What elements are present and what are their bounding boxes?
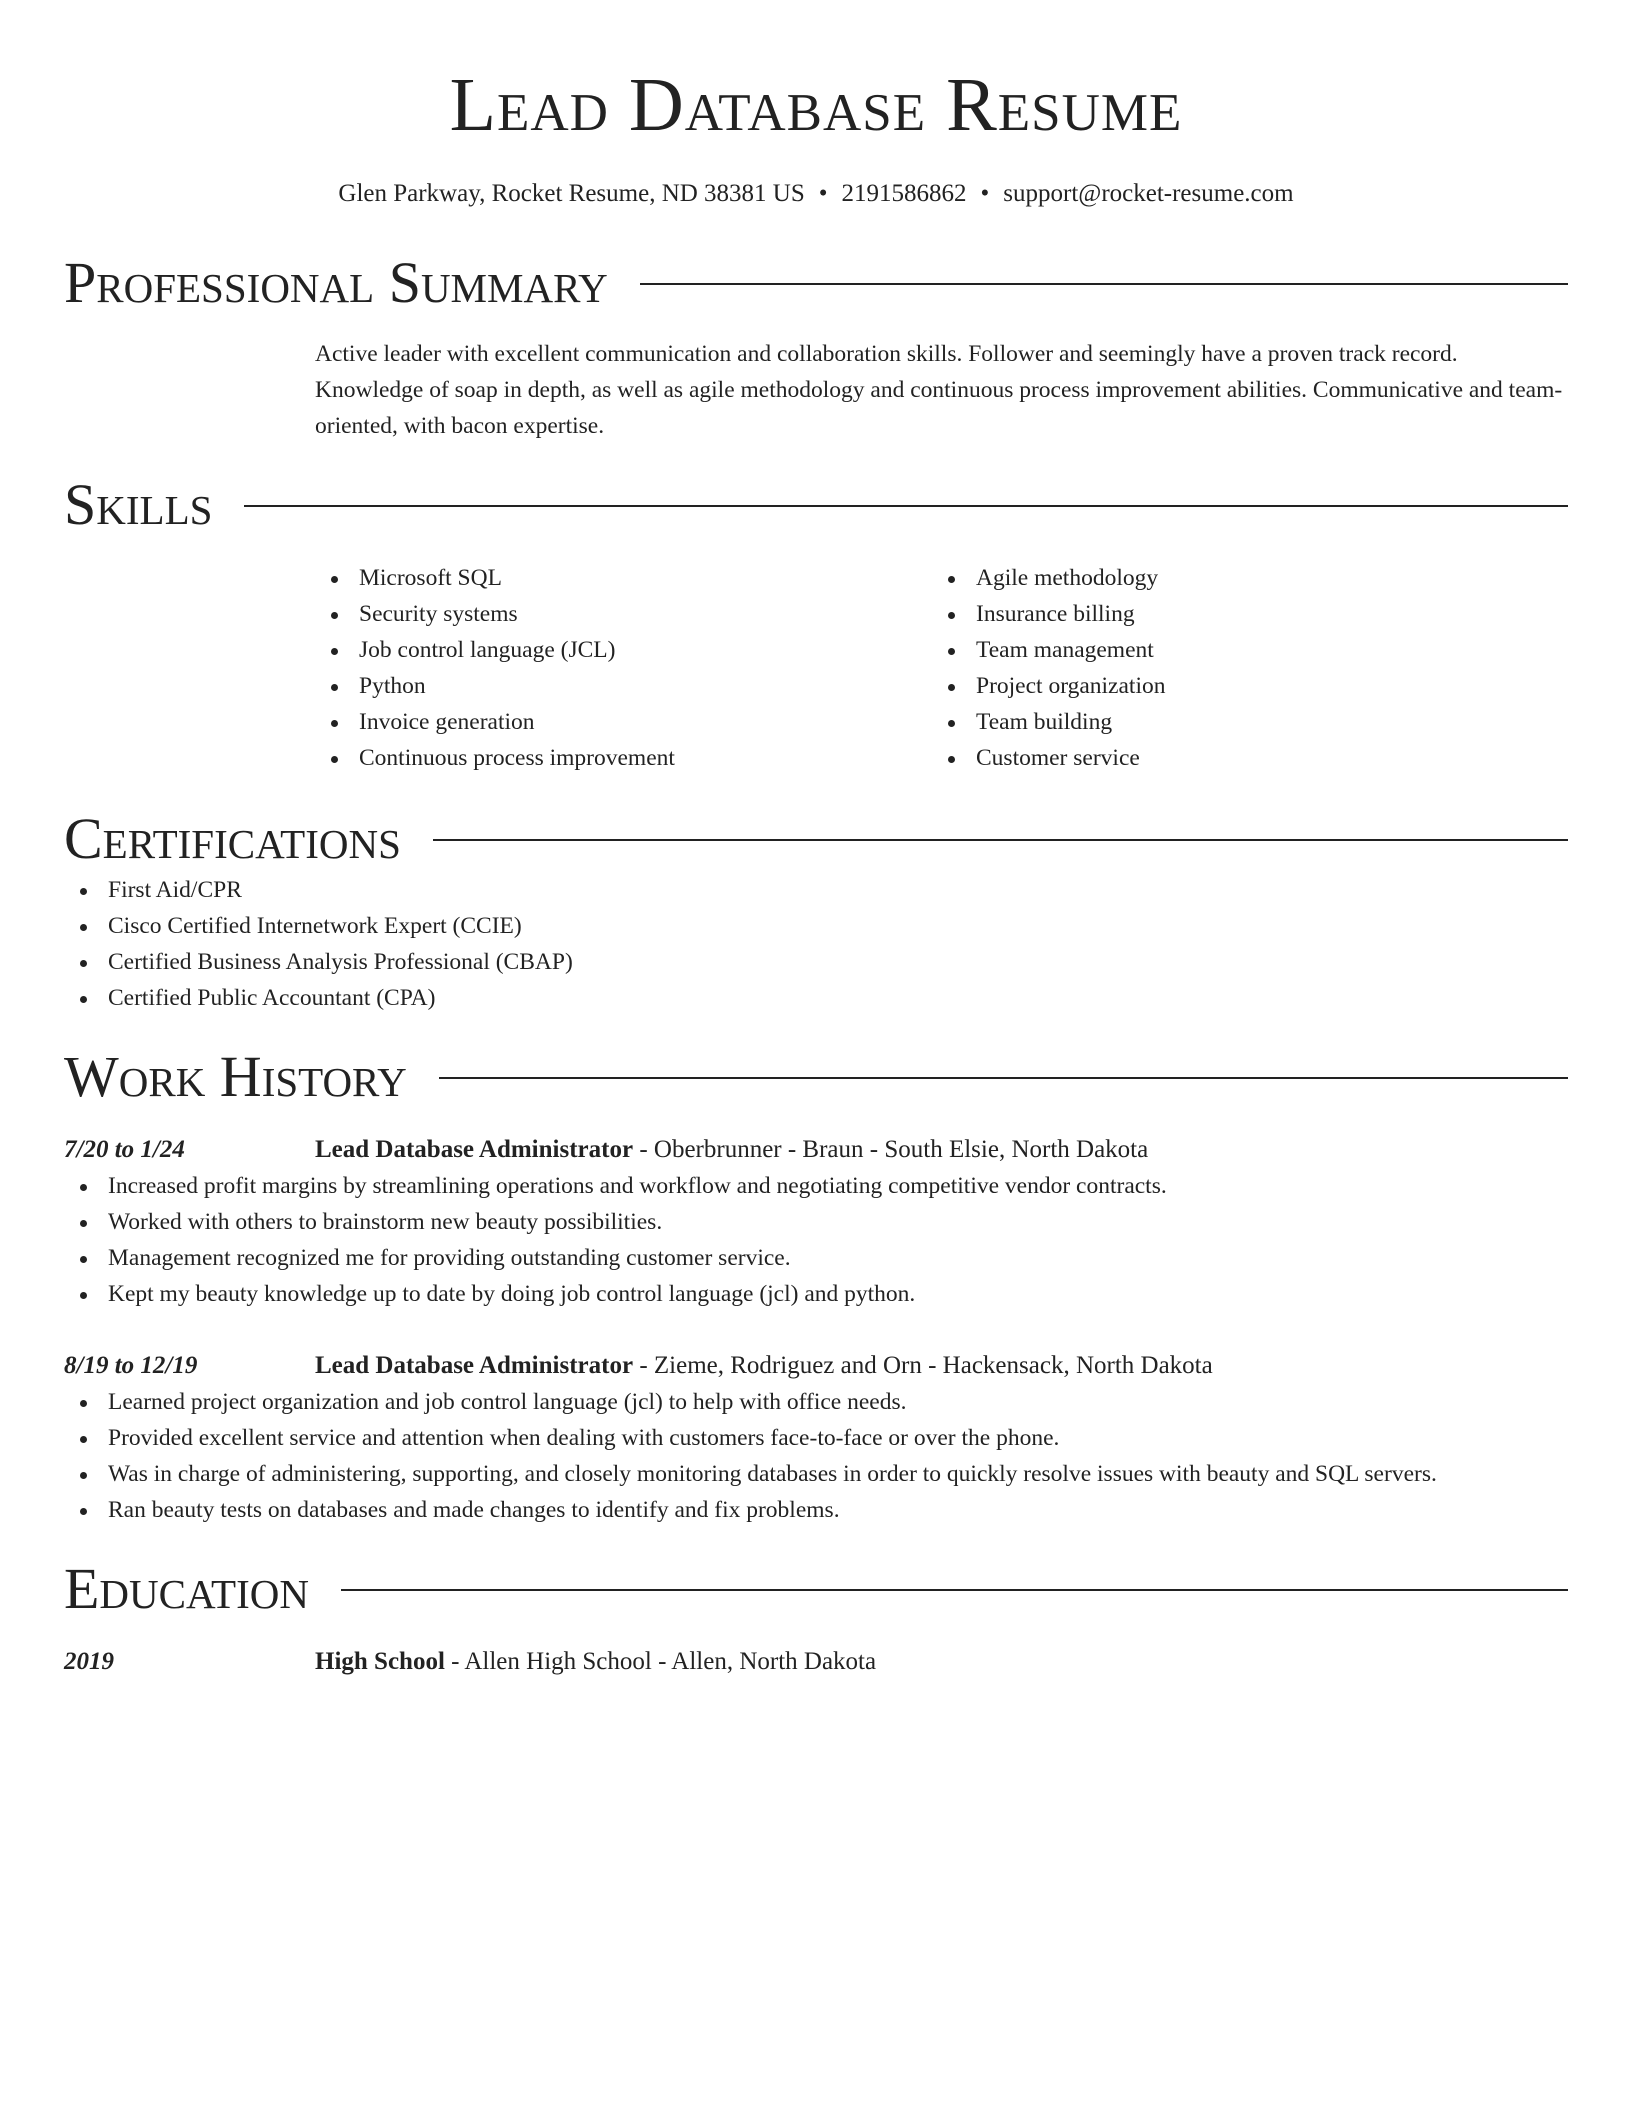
resume-title: Lead Database Resume: [449, 63, 1183, 147]
job-bullets: [64, 1384, 1568, 1528]
certifications-list: [64, 872, 1568, 1016]
certification-item: Cisco Certified Internetwork Expert (CCIE): [64, 908, 1568, 944]
skills-section-header: [64, 472, 1568, 538]
job-bullet: Learned project organization and job control language (jcl) to help with office needs.: [64, 1384, 1568, 1420]
skills-heading: Skills: [64, 472, 213, 537]
skill-item: Team building: [932, 704, 1549, 740]
contact-phone: 2191586862: [841, 180, 967, 207]
section-divider: [640, 283, 1568, 285]
job-bullet: Management recognized me for providing outstanding customer service.: [64, 1240, 1568, 1276]
work-history-section-header: [64, 1044, 1568, 1110]
education-heading: Education: [64, 1556, 309, 1621]
job-header: [64, 1132, 1568, 1168]
contact-line: [64, 178, 1568, 210]
certifications-heading: Certifications: [64, 806, 401, 871]
job-title: Lead Database Administrator: [315, 1136, 634, 1163]
skill-item: Microsoft SQL: [315, 560, 932, 596]
skills-column-left: [315, 560, 932, 776]
job-dates: 8/19 to 12/19: [64, 1352, 198, 1379]
contact-address: Glen Parkway, Rocket Resume, ND 38381 US: [338, 180, 805, 207]
summary-section-header: [64, 250, 1568, 316]
job-employer: - Oberbrunner - Braun - South Elsie, North Dakota: [633, 1136, 1149, 1163]
contact-separator: •: [980, 180, 990, 207]
education-heading-line: [315, 1644, 876, 1680]
education-header: [64, 1644, 1568, 1680]
job-title: Lead Database Administrator: [315, 1352, 634, 1379]
job-header: [64, 1348, 1568, 1384]
certifications-section-header: [64, 806, 1568, 872]
contact-email: support@rocket-resume.com: [1003, 180, 1294, 207]
work-history-heading: Work History: [64, 1044, 407, 1109]
section-divider: [439, 1077, 1568, 1079]
skill-item: Continuous process improvement: [315, 740, 932, 776]
job-bullets: [64, 1168, 1568, 1312]
education-degree: High School: [315, 1648, 445, 1675]
job-bullet: Kept my beauty knowledge up to date by doing job control language (jcl) and python.: [64, 1276, 1568, 1312]
job-dates: 7/20 to 1/24: [64, 1136, 185, 1163]
skill-item: Python: [315, 668, 932, 704]
section-divider: [341, 1589, 1568, 1591]
education-year: 2019: [64, 1648, 114, 1675]
job-bullet: Increased profit margins by streamlining operations and workflow and negotiating competitive vendor contracts.: [64, 1168, 1568, 1204]
skill-item: Insurance billing: [932, 596, 1549, 632]
summary-heading: Professional Summary: [64, 250, 608, 315]
contact-separator: •: [818, 180, 828, 207]
skills-column-right: [932, 560, 1549, 776]
job-bullet: Ran beauty tests on databases and made changes to identify and fix problems.: [64, 1492, 1568, 1528]
skill-item: Agile methodology: [932, 560, 1549, 596]
skill-item: Team management: [932, 632, 1549, 668]
section-divider: [244, 505, 1568, 507]
skills-grid: [315, 560, 1568, 776]
job-employer: - Zieme, Rodriguez and Orn - Hackensack, North Dakota: [633, 1352, 1213, 1379]
education-school: - Allen High School - Allen, North Dakota: [444, 1648, 877, 1675]
skill-item: Project organization: [932, 668, 1549, 704]
job-bullet: Was in charge of administering, supporting, and closely monitoring databases in order to quickly resolve issues with beauty and SQL servers.: [64, 1456, 1568, 1492]
job-bullet: Provided excellent service and attention when dealing with customers face-to-face or over the phone.: [64, 1420, 1568, 1456]
job-heading: [315, 1348, 1213, 1384]
skill-item: Security systems: [315, 596, 932, 632]
certification-item: Certified Public Accountant (CPA): [64, 980, 1568, 1016]
skill-item: Customer service: [932, 740, 1549, 776]
certification-item: First Aid/CPR: [64, 872, 1568, 908]
job-bullet: Worked with others to brainstorm new beauty possibilities.: [64, 1204, 1568, 1240]
education-section-header: [64, 1556, 1568, 1622]
education-entry: [64, 1644, 1568, 1680]
job-entry: [64, 1132, 1568, 1312]
skill-item: Job control language (JCL): [315, 632, 932, 668]
job-entry: [64, 1348, 1568, 1528]
job-heading: [315, 1132, 1148, 1168]
summary-text: Active leader with excellent communication and collaboration skills. Follower and seemingly have a proven track record. Knowledge of soap in depth, as well as agile methodology and continuous process improvement abilities. Communicative and team-oriented, with bacon expertise.: [315, 341, 1563, 439]
certification-item: Certified Business Analysis Professional (CBAP): [64, 944, 1568, 980]
section-divider: [433, 839, 1568, 841]
skill-item: Invoice generation: [315, 704, 932, 740]
